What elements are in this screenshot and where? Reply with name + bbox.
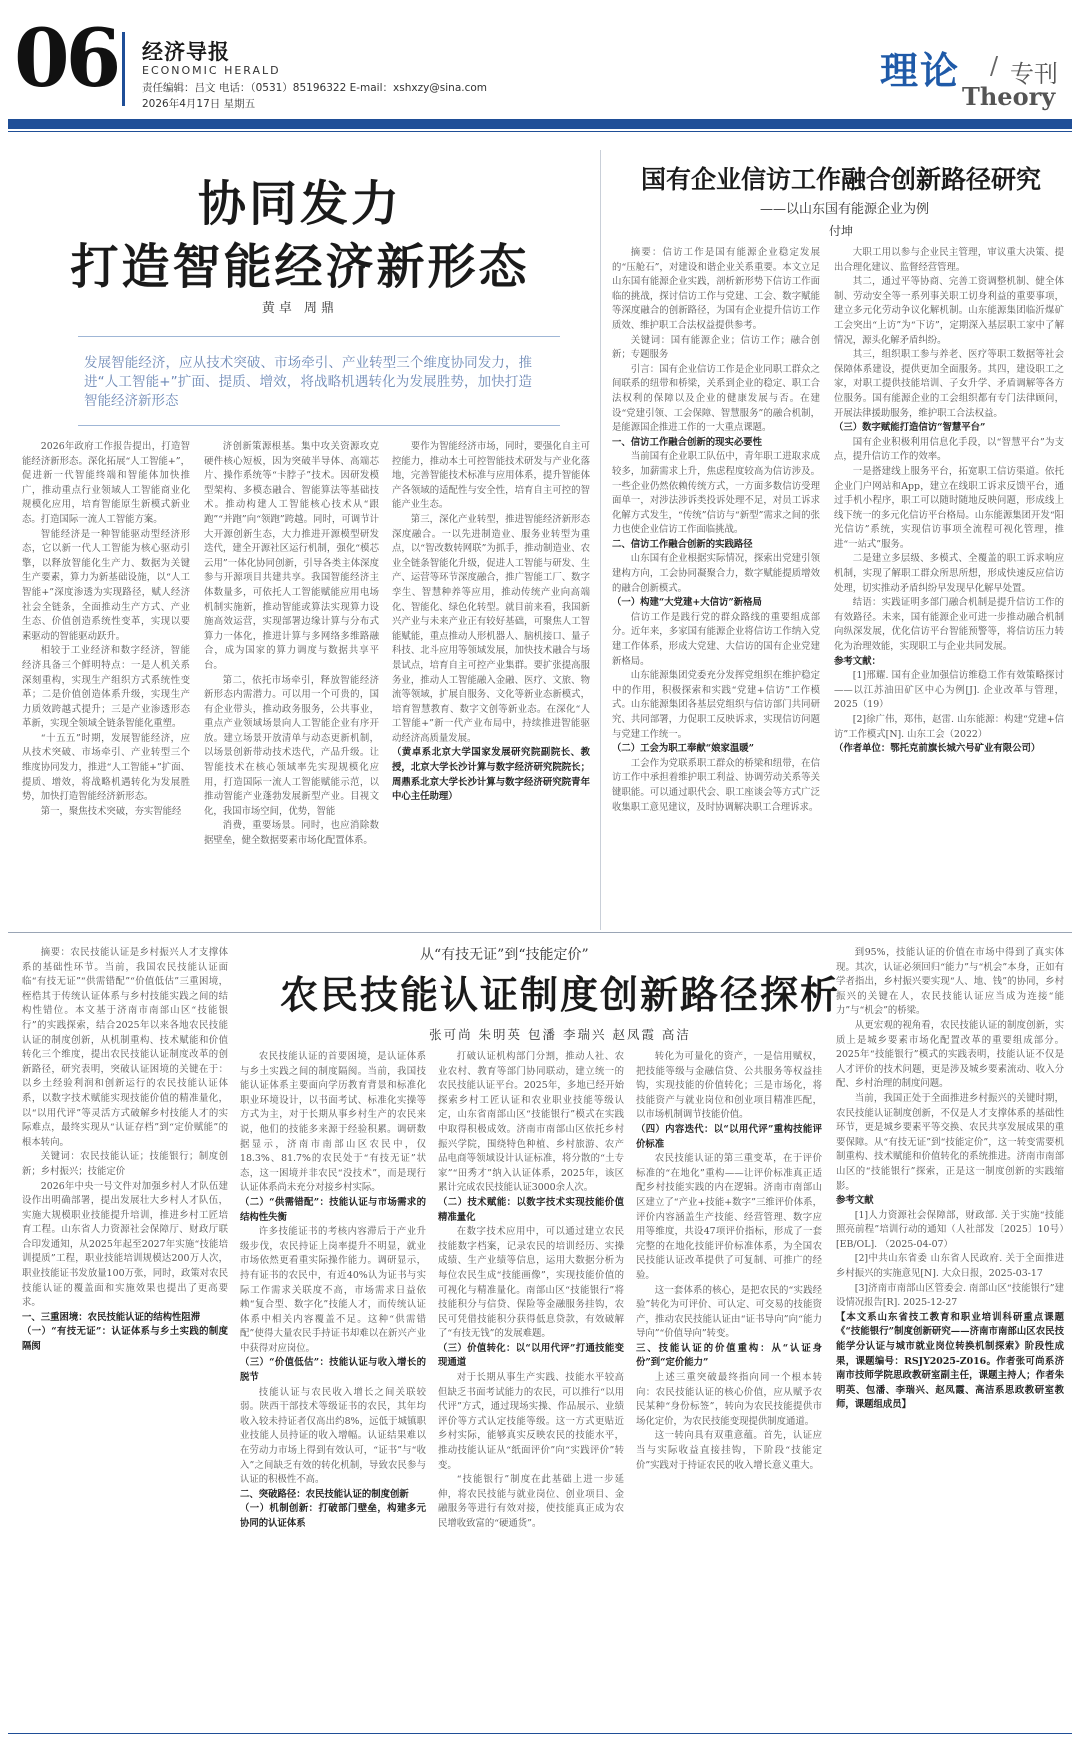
article1-column-3 xyxy=(392,440,590,925)
paragraph: 2026年政府工作报告提出，打造智能经济新形态。深化拓展“人工智能+”，促进新一代智能终端和智能体加快推广，推动重点行业领域人工智能商业化规模化应用，培育智能原生新模式新业态。打造国际一流人工智能方案。 xyxy=(22,441,190,525)
paragraph: 打破认证机构部门分割，推动人社、农业农村、教育等部门协同联动，建立统一的农民技能认证平台。2025年，多地已经开始探索乡村工匠认证和农业职业技能等级认定，山东省南部山区“技能银行”模式在实践中取得积极成效。济南市南部山区依托乡村振兴学院，围绕特色种植、乡村旅游、农产品电商等领域设计认证标准，将分散的“土专家”“田秀才”纳入认证体系，2025年，该区累计完成农民技能认证3000余人次。 xyxy=(438,1051,624,1194)
paragraph: “十五五”时期，发展智能经济，应从技术突破、市场牵引、产业转型三个维度协同发力，推进“人工智能+”扩面、提质、增效，将战略机遇转化为发展胜势，加快打造智能经济新形态。 xyxy=(22,732,190,803)
article3-authors: 张可尚 朱明英 包潘 李瑞兴 赵凤霞 高洁 xyxy=(429,1027,691,1042)
article2-subtitle: ——以山东国有能源企业为例 xyxy=(760,202,930,217)
section-separator: / xyxy=(990,52,999,80)
paragraph: 一是搭建线上服务平台，拓宽职工信访渠道。依托企业门户网站和App，建立在线职工诉求反馈平台，通过手机小程序，职工可以随时随地反映问题，形成线上线下统一的多元化信访平台格局。山东能源集团开发“阳光信访”系统，实现信访事项全流程可视化管理，推进“一站式”服务。 xyxy=(834,465,1064,550)
section-title-en: Theory xyxy=(962,82,1056,111)
paragraph: 当前国有企业职工队伍中，青年职工进取求成较多，加薪需求上升，焦虑程度较高为信访涉及。一些企业仍然依赖传统方式，一方面多数信访受理面单一，对涉法涉诉类投诉处理不足，对员工诉求化解方式发生，“传统”信访与“新型”需求之间的张力也使企业信访工作面临挑战。 xyxy=(612,451,820,536)
article3-column-1 xyxy=(22,946,228,1726)
header-rule xyxy=(8,131,1072,132)
section-title: 理论 xyxy=(880,48,961,93)
paragraph: 在数字技术应用中，可以通过建立农民技能数字档案，记录农民的培训经历、实操成绩、生产业绩等信息，运用大数据分析为每位农民生成“技能画像”，实现技能价值的可视化与精准量化。南部山区“技能银行”将技能积分与信贷、保险等金融服务挂钩，农民可凭借技能积分获得低息贷款，有效破解了“有技无钱”的发展难题。 xyxy=(438,1226,624,1340)
paragraph: 这一套体系的核心，是把农民的“实践经验”转化为可评价、可认定、可交易的技能资产，推动农民技能认证由“证书导向”向“能力导向”“价值导向”转变。 xyxy=(636,1284,822,1340)
section-heading: 二、突破路径：农民技能认证的制度创新 xyxy=(240,1488,409,1500)
issue-date: 2026年4月17日 星期五 xyxy=(142,98,256,110)
subsection-heading: （二）技术赋能：以数字技术实现技能价值精准量化 xyxy=(438,1196,624,1223)
column-divider xyxy=(600,150,601,930)
funding-note: 【本文系山东省技工教育和职业培训科研重点课题《“技能银行”制度创新研究——济南市南部山区农民技能学分认证与城市就业岗位转换机制探索》阶段性成果，课题编号：RSJY2025-Z016。作者张可尚系济南市技师学院思政教研室副主任，课题主持人；作者朱明英、包潘、李瑞兴、赵凤霞、高洁系思政教研室教师，课题组成员】 xyxy=(836,1311,1064,1411)
subsection-heading: （三）数字赋能打造信访“智慧平台” xyxy=(834,422,986,434)
article1-column-2 xyxy=(204,440,379,925)
section-heading: 二、信访工作融合创新的实践路径 xyxy=(612,538,753,550)
paragraph: 第二，依托市场牵引，释放智能经济新形态内需潜力。可以用一个可贵的，国有企业带头，推动政务服务，公共事业，重点产业领域场景向人工智能企业有序开放。建立场景开放清单与动态更新机制，以场景创新带动技术迭代，产品升级。让智能技术在核心领域率先实现规模化应用，打造国际一流人工智能赋能示范，以推动智能产业蓬勃发展新型产业。目视文化，我国市场空间，优势，智能 xyxy=(204,674,379,817)
article3-kicker: 从“有技无证”到“技能定价” xyxy=(420,947,589,963)
paragraph: 农民技能认证的首要困境，是认证体系与乡土实践之间的制度隔阂。当前，我国技能认证体系主要面向学历教育背景和标准化职业环境设计，以书面考试、标准化实操等方式为主，对于长期从事乡村生产的农民来说，他们的技能多来源于经验积累。调研数据显示，济南市南部山区农民中，仅18.3%、81.7%的农民处于“有技无证”状态，这一困境并非农民“没技术”，而是现行认证体系尚未充分对接乡村实际。 xyxy=(240,1051,426,1194)
paragraph: 从更宏观的视角看，农民技能认证的制度创新，实质上是城乡要素市场化配置改革的重要组成部分。2025年“技能银行”模式的实践表明，技能认证不仅是人才评价的技术问题，更是涉及城乡要素流动、收入分配、乡村治理的制度问题。 xyxy=(836,1019,1064,1090)
paragraph: 要作为智能经济市场，同时，要强化自主可控能力，推动本土可控智能技术研发与产业化落地，完善智能技术标准与应用体系，提升智能体产各领域的适配性与安全性，培育自主可控的智能产业生态。 xyxy=(392,441,590,511)
references-heading: 参考文献： xyxy=(834,655,881,667)
paragraph: 上述三重突破最终指向同一个根本转向：农民技能认证的核心价值，应从赋予农民某种“身份标签”，转向为农民技能提供市场化定价，为农民技能变现提供制度通道。 xyxy=(636,1372,822,1427)
header-bar xyxy=(8,119,1072,129)
paragraph: 其二，通过平等协商、完善工资调整机制、健全体制、劳动安全等一系列事关职工切身利益的重要事项，建立多元化劳动争议化解机制。山东能源集团临沂煤矿工会突出“上访”为“下访”，定期深入基层职工家中了解情况，源头化解矛盾纠纷。 xyxy=(834,276,1064,346)
paragraph: 济创新策源根基。集中攻关资源攻克硬件核心短板，因为突破半导体、高端芯片、操作系统等“卡脖子”技术。因研发模型架构、多模态融合、智能算法等基础技术。推动构建人工智能核心技术从“跟跑”“并跑”向“领跑”跨越。同时，可调节计大开源创新生态，大力推进开源模型研发迭代，建全开源社区运行机制，强化“模芯云用”一体化协同创新，引导各类主体深度参与开源项目共建共享。我国智能经济主体数量多，可依托人工智能赋能应用电场机制实施新，推动智能或算法实现算力设施高效运营，实现部署边缘计算与分布式算力一体化，推进计算与多网络多维路融合，成为国家的算力调度与数据共享平台。 xyxy=(204,441,379,671)
section-subtitle: 专刊 xyxy=(1010,60,1058,88)
newspaper-name: 经济导报 xyxy=(142,39,230,64)
paragraph: 这一转向具有双重意蕴。首先，认证应当与实际收益直接挂钩，下阶段“技能定价”实践对于持证农民的收入增长意义重大。 xyxy=(636,1430,822,1471)
paragraph: 消费，重要场景。同时，也应消除数据壁垒，健全数据要素市场化配置体系。 xyxy=(204,820,379,847)
author-note: （作者单位：鄂托克前旗长城六号矿业有限公司） xyxy=(834,743,1041,755)
footer-rule xyxy=(8,1733,1072,1734)
paragraph: 工会作为党联系职工群众的桥梁和纽带，在信访工作中承担着维护职工利益、协调劳动关系等关键职能。可以通过职代会、职工座谈会等方式广泛收集职工意见建议，及时协调解决职工合理诉求。 xyxy=(612,757,820,813)
author-note: （黄卓系北京大学国家发展研究院副院长、教授，北京大学长沙计算与数字经济研究院院长；周鼎系北京大学长沙计算与数字经济研究院青年中心主任助理） xyxy=(392,747,590,803)
article1-column-1 xyxy=(22,440,190,925)
paragraph: 相较于工业经济和数字经济，智能经济具备三个鲜明特点：一是人机关系深刻重构，实现生产组织方式系统性变革；二是价值创造体系升级，实现生产力质效跨越式提升；三是产业渗透形态革新，实现全领域全链条智能化重塑。 xyxy=(22,645,190,730)
section-heading: 三、技能认证的价值重构：从“认证身份”到“定价能力” xyxy=(636,1342,822,1369)
reference: [3]济南市南部山区管委会. 南部山区“技能银行”建设情况报告[R]. 2025-12-27 xyxy=(836,1282,1064,1309)
subsection-heading: （一）“有技无证”：认证体系与乡土实践的制度隔阂 xyxy=(22,1326,228,1353)
subsection-heading: （二）“供需错配”：技能认证与市场需求的结构性失衡 xyxy=(240,1196,426,1223)
paragraph: 山东国有企业根据实际情况，探索出党建引领建构方向，工会协同凝聚合力，数字赋能提质增效的融合创新模式。 xyxy=(612,553,820,594)
article1-authors: 黄卓 周鼎 xyxy=(261,301,339,316)
article3-title: 农民技能认证制度创新路径探析 xyxy=(279,972,840,1017)
paragraph: 农民技能认证的第三重变革，在于评价标准的“在地化”重构——让评价标准真正适配乡村技能实践的内在逻辑。济南市南部山区建立了“产业+技能+数字”三维评价体系，评价内容涵盖生产技能、经营管理、数字应用等维度，共设47项评价指标，形成了一套完整的在地化技能评价标准体系，为全国农民技能认证改革提供了可复制、可推广的经验。 xyxy=(636,1153,822,1281)
paragraph: 结语：实践证明多部门融合机制是提升信访工作的有效路径。未来，国有能源企业可进一步推动融合机制向纵深发展，优化信访平台智能预警等，将信访压力转化为治理效能，实现职工与企业共同发展。 xyxy=(834,597,1064,653)
article1-lead: 发展智能经济，应从技术突破、市场牵引、产业转型三个维度协同发力，推进“人工智能+”扩面、提质、增效，将战略机遇转化为发展胜势，加快打造智能经济新形态 xyxy=(84,355,532,409)
paragraph: 其三，组织职工参与养老、医疗等职工数据等社会保障体系建设，提供更加全面服务。其四，建设职工之家，对职工提供技能培训、子女升学、矛盾调解等各方位服务。国有能源企业的工会组织都有专门法律顾问，开展法律援助服务，维护职工合法权益。 xyxy=(834,349,1064,419)
reference: [2]徐广伟，郑伟，赵雷. 山东能源：构建“党建+信访”工作模式[N]. 山东工会（2022） xyxy=(834,714,1064,740)
paragraph: 第三，深化产业转型，推进智能经济新形态深度融合。一以先进制造业、服务业转型为重点，以“智改数转网联”为抓手，推动制造业、农业全链条智能化升级，促进人工智能与研发、生产、运营等环节深度融合，推广智能工厂、数字孪生、智慧种养等应用，推动传统产业向高端化、智能化、绿色化转型。就目前来看，我国新兴产业与未来产业正有较好基础，可聚焦人工智能赋能，重点推动人形机器人、脑机接口、量子科技、北斗应用等领域发展，加快技术融合与场景试点，培育自主可控产业集群。要扩张提高服务业，推动人工智能融入金融、医疗、文旅、物流等领域，扩展自服务、文化等新业态新模式，培育智慧教育、数字文创等新业态。在深化“人工智能+”新一代产业布局中，持续推进智能驱动经济高质量发展。 xyxy=(392,513,590,744)
article2-column-1 xyxy=(612,246,820,926)
section-heading: 一、三重困境：农民技能认证的结构性阻滞 xyxy=(22,1311,201,1323)
section-divider xyxy=(8,932,1072,933)
paragraph: 技能认证与农民收入增长之间关联较弱。陕西干部技术等级证书的农民，其年均收入较未持证者仅高出约8%，远低于城镇职业技能人员持证的收入增幅。认证结果难以在劳动力市场上得到有效认可，“证书”与“收入”之间缺乏有效的转化机制，导致农民参与认证的积极性不高。 xyxy=(240,1386,426,1486)
masthead-divider xyxy=(122,32,125,106)
paragraph: 信访工作是践行党的群众路线的重要组成部分。近年来，多家国有能源企业将信访工作纳入党建工作体系，形成大党建、大信访的国有企业党建新格局。 xyxy=(612,611,820,667)
paragraph: 2026年中央一号文件对加强乡村人才队伍建设作出明确部署，提出发展壮大乡村人才队伍，实施大规模职业技能提升培训，推进乡村工匠培育工程。山东省人力资源社会保障厅、财政厅联合印发通知，从2025年起至2027年实施“技能培训提质”工程，职业技能培训规模达200万人次，职业技能证书发放量100万张，同时，政策对农民技能认证的覆盖面和实施效果也提出了更高要求。 xyxy=(22,1180,228,1309)
paragraph: 许多技能证书的考核内容滞后于产业升级步伐，农民持证上岗率提升不明显，就业市场依然更看重实际操作能力。调研显示，持有证书的农民中，有近40%认为证书与实际工作需求关联度不高，市场需求日益依赖“复合型、数字化”技能人才，而传统认证体系中相关内容覆盖不足。这种“供需错配”使得大量农民手持证书却难以在新兴产业中获得对应岗位。 xyxy=(240,1226,426,1354)
subsection-heading: （四）内容迭代：以“以用代评”重构技能评价标准 xyxy=(636,1123,822,1150)
references-heading: 参考文献 xyxy=(836,1195,874,1207)
subsection-heading: （二）工会为职工奉献“娘家温暖” xyxy=(612,743,755,755)
paragraph: 到95%，技能认证的价值在市场中得到了真实体现。其次，认证必须回归“能力”与“机会”本身，正如有学者指出，乡村振兴要实现“人、地、钱”的协同，乡村振兴的关键在人，农民技能认证应当成为连接“能力”与“机会”的桥梁。 xyxy=(836,947,1064,1017)
paragraph: 山东能源集团党委充分发挥党组织在维护稳定中的作用，积极探索和实践“党建+信访”工作模式。山东能源集团各基层党组织与信访部门共同研究、共同部署，力促职工反映诉求，实现信访问题与党建工作统一。 xyxy=(612,670,820,740)
article1-title-line1: 协同发力 xyxy=(197,176,402,232)
paragraph: 二是建立多层级、多模式、全覆盖的职工诉求响应机制，实现了解职工群众所思所想，形成快速反应信访处理，切实推动矛盾纠纷早发现早化解早处置。 xyxy=(834,553,1064,594)
article3-column-3 xyxy=(438,1050,624,1726)
paragraph: 转化为可量化的资产，一是信用赋权，把技能等级与金融信贷、公共服务等权益挂钩，实现技能的价值转化；三是市场化，将技能资产与就业岗位和创业项目精准匹配，以市场机制调节技能价值。 xyxy=(636,1051,822,1121)
paragraph: 对于长期从事生产实践、技能水平较高但缺乏书面考试能力的农民，可以推行“以用代评”方式，通过现场实操、作品展示、业绩评价等方式认定技能等级。这一方式更贴近乡村实际，能够真实反映农民的技能水平，推动技能认证从“纸面评价”向“实践评价”转变。 xyxy=(438,1372,624,1471)
keywords: 关键词：国有能源企业；信访工作；融合创新；专题服务 xyxy=(612,334,820,361)
keywords: 关键词：农民技能认证；技能银行；制度创新；乡村振兴；技能定价 xyxy=(22,1151,228,1177)
article1-title-line2: 打造智能经济新形态 xyxy=(70,239,530,295)
reference: [1]邢耀. 国有企业加强信访维稳工作有效策略探讨——以江苏油田矿区中心为例[J]. 企业改革与管理，2025（19） xyxy=(834,670,1064,711)
article2-title: 国有企业信访工作融合创新路径研究 xyxy=(640,165,1041,194)
section-heading: 一、信访工作融合创新的现实必要性 xyxy=(612,436,763,448)
editor-contact-info: 责任编辑：吕文 电话：（0531）85196322 E-mail：xshxzy@sina.com xyxy=(142,82,488,94)
paragraph: 引言：国有企业信访工作是企业同职工群众之间联系的纽带和桥梁，关系到企业的稳定、职工合法权利的保障以及企业的健康发展与否。在建设“党建引领、工会保障、智慧服务”的融合机制，是能源国企推进工作的一大重点课题。 xyxy=(612,363,820,434)
newspaper-name-en: ECONOMIC HERALD xyxy=(142,64,281,77)
reference: [2]中共山东省委 山东省人民政府. 关于全面推进乡村振兴的实施意见[N]. 大众日报，2025-03-17 xyxy=(836,1253,1064,1280)
article3-column-4 xyxy=(636,1050,822,1726)
reference: [1]人力资源社会保障部，财政部. 关于实施“技能照亮前程”培训行动的通知（人社部发〔2025〕10号）[EB/OL]. （2025-04-07） xyxy=(836,1209,1064,1250)
paragraph: “技能银行”制度在此基础上进一步延伸，将农民技能与就业岗位、创业项目、金融服务等进行有效对接，使技能真正成为农民增收致富的“硬通货”。 xyxy=(438,1474,624,1529)
subsection-heading: （三）“价值低估”：技能认证与收入增长的脱节 xyxy=(240,1357,426,1384)
paragraph: 当前，我国正处于全面推进乡村振兴的关键时期，农民技能认证制度创新，不仅是人才支撑体系的基础性环节，更是城乡要素平等交换、农民共享发展成果的重要保障。从“有技无证”到“技能定价”，这一转变需要机制重构、技术赋能和价值转化的系统推进。济南市南部山区的“技能银行”探索，正是这一制度创新的实践缩影。 xyxy=(836,1092,1064,1192)
paragraph: 第一，聚焦技术突破，夯实智能经 xyxy=(40,805,182,817)
paragraph: 智能经济是一种智能驱动型经济形态，它以新一代人工智能为核心驱动引擎，以释放智能化生产力、数据为关键生产要素，算力为新基础设施，以“人工智能+”深度渗透为实现路径，赋人经济社会全链条，全面推动生产方式、产业生态、价值创造系统性变革，实现以要素驱动的智能驱动跃升。 xyxy=(22,528,190,642)
page-number: 06 xyxy=(14,11,118,105)
subsection-heading: （一）机制创新：打破部门壁垒，构建多元协同的认证体系 xyxy=(240,1503,426,1529)
paragraph: 国有企业积极利用信息化手段，以“智慧平台”为支点，提升信访工作的效率。 xyxy=(834,436,1064,463)
article3-column-2 xyxy=(240,1050,426,1726)
subsection-heading: （三）价值转化：以“以用代评”打通技能变现通道 xyxy=(438,1342,624,1369)
article2-column-2 xyxy=(834,246,1064,926)
abstract: 摘要：农民技能认证是乡村振兴人才支撑体系的基础性环节。当前，我国农民技能认证面临“有技无证”“供需错配”“价值低估”三重困境，桎梏其于传统认证体系与乡村技能实践之间的结构性错位。本文基于济南市南部山区“技能银行”的实践探索，结合2025年以来各地农民技能认证的制度创新，从机制重构、技术赋能和价值转化三个维度，提出农民技能认证制度改革的创新路径，研究表明，突破认证困境的关键在于：以乡土经验利润和创新运行的农民技能认证体系，以数字技术赋能实现技能价值的精准量化，以“以用代评”等灵活方式破解乡村技能人才的实际难点，最终实现从“认证存档”到“定价赋能”的根本转向。 xyxy=(22,947,228,1148)
abstract: 摘要：信访工作是国有能源企业稳定发展的“压舱石”，对建设和谐企业关系重要。本文立足山东国有能源企业实践，剖析新形势下信访工作面临的挑战，探讨信访工作与党建、工会、数字赋能等深度融合的创新路径，为国有企业提升信访工作质效、维护职工合法权益提供参考。 xyxy=(612,247,820,331)
paragraph: 大职工用以参与企业民主管理，审议重大决策、提出合理化建议、监督经营管理。 xyxy=(834,247,1064,273)
article3-column-5 xyxy=(836,946,1064,1726)
subsection-heading: （一）构建“大党建+大信访”新格局 xyxy=(612,597,762,609)
article2-author: 付坤 xyxy=(828,224,853,238)
